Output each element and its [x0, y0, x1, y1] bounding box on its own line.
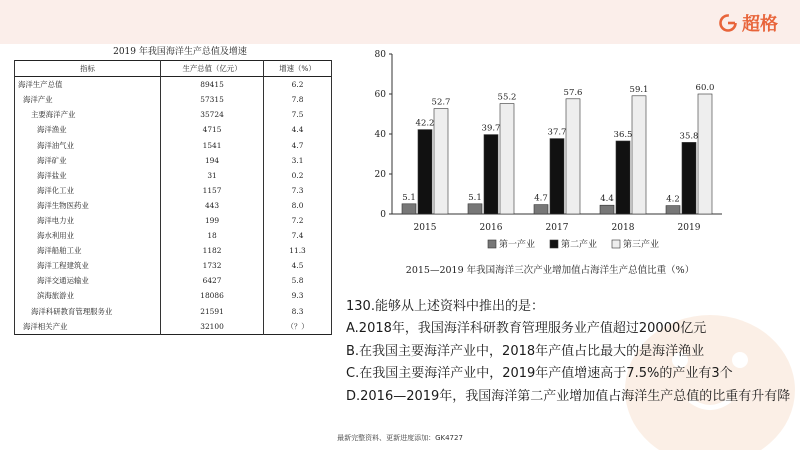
table-row	[15, 122, 332, 137]
option-c[interactable]: C.在我国主要海洋产业中，2019年产值增速高于7.5%的产业有3个	[346, 366, 733, 382]
row-indicator: 海洋化工业	[15, 183, 161, 198]
bar-series-1	[534, 205, 548, 214]
legend-label: 第三产业	[623, 240, 660, 250]
row-indicator: 海洋生产总值	[15, 77, 161, 93]
row-value: 57315	[161, 92, 264, 107]
bar-value-label: 5.1	[402, 192, 416, 203]
x-tick-label: 2015	[413, 223, 437, 233]
row-growth: （？）	[264, 319, 332, 335]
industry-share-chart	[360, 44, 740, 284]
table-row	[15, 228, 332, 243]
question-stem: 130.能够从上述资料中推出的是：	[346, 299, 544, 314]
bar-series-2	[616, 141, 630, 214]
table-row	[15, 183, 332, 198]
row-value: 21591	[161, 304, 264, 319]
bar-series-3	[500, 104, 514, 214]
table-row	[15, 273, 332, 288]
row-growth: 5.8	[264, 273, 332, 288]
row-indicator: 海洋工程建筑业	[15, 258, 161, 273]
x-tick-label: 2018	[611, 223, 635, 233]
bar-series-3	[566, 99, 580, 214]
table-row	[15, 92, 332, 107]
bar-series-2	[550, 139, 564, 214]
y-tick-label: 0	[380, 210, 386, 220]
row-growth: 9.3	[264, 288, 332, 303]
row-indicator: 海洋相关产业	[15, 319, 161, 335]
table-body	[15, 77, 332, 335]
row-value: 443	[161, 198, 264, 213]
bar-value-label: 4.7	[534, 193, 548, 204]
row-indicator: 海洋科研教育管理服务业	[15, 304, 161, 319]
row-value: 31	[161, 168, 264, 183]
row-indicator: 海洋电力业	[15, 213, 161, 228]
row-indicator: 海洋盐业	[15, 168, 161, 183]
legend-swatch	[488, 240, 496, 248]
row-indicator: 海洋船舶工业	[15, 243, 161, 258]
bar-series-2	[682, 142, 696, 214]
row-growth: 8.3	[264, 304, 332, 319]
y-tick-label: 80	[374, 50, 386, 60]
table-row	[15, 288, 332, 303]
brand-name: 超格	[742, 14, 778, 35]
table-row	[15, 77, 332, 93]
table-row	[15, 137, 332, 152]
table-row	[15, 198, 332, 213]
row-growth: 7.2	[264, 213, 332, 228]
bar-value-label: 42.2	[415, 118, 435, 129]
bar-value-label: 59.1	[629, 84, 649, 95]
question-block	[346, 296, 790, 408]
row-value: 1541	[161, 137, 264, 152]
bar-value-label: 60.0	[695, 83, 715, 93]
row-indicator: 海洋生物医药业	[15, 198, 161, 213]
bar-series-2	[484, 135, 498, 214]
x-tick-label: 2017	[545, 223, 569, 233]
table-row	[15, 258, 332, 273]
table-row	[15, 213, 332, 228]
table-row	[15, 319, 332, 335]
option-a[interactable]: A.2018年，我国海洋科研教育管理服务业产值超过20000亿元	[346, 321, 707, 337]
row-indicator: 海洋渔业	[15, 122, 161, 137]
bar-value-label: 57.6	[563, 87, 583, 98]
bar-value-label: 35.8	[679, 131, 699, 142]
row-growth: 7.5	[264, 107, 332, 122]
bar-series-3	[632, 96, 646, 214]
y-tick-label: 60	[374, 90, 386, 100]
table-row	[15, 107, 332, 122]
brand-logo	[718, 10, 778, 36]
legend-label: 第一产业	[499, 240, 536, 250]
header-growth: 增速（%）	[264, 61, 332, 77]
row-value: 18	[161, 228, 264, 243]
bar-series-1	[600, 205, 614, 214]
x-tick-label: 2019	[677, 223, 701, 233]
table-row	[15, 153, 332, 168]
row-growth: 4.4	[264, 122, 332, 137]
row-growth: 7.8	[264, 92, 332, 107]
row-growth: 0.2	[264, 168, 332, 183]
top-bar	[0, 0, 800, 44]
header-value: 生产总值（亿元）	[161, 61, 264, 77]
header-indicator: 指标	[15, 61, 161, 77]
row-growth: 7.3	[264, 183, 332, 198]
row-indicator: 海洋油气业	[15, 137, 161, 152]
footer-note: 最新完整资料、更新进度添加：GK4727	[337, 434, 463, 442]
row-growth: 8.0	[264, 198, 332, 213]
row-value: 1732	[161, 258, 264, 273]
bar-value-label: 36.5	[613, 130, 633, 140]
option-b[interactable]: B.在我国主要海洋产业中，2018年产值占比最大的是海洋渔业	[346, 343, 705, 359]
table-row	[15, 168, 332, 183]
bar-series-2	[418, 130, 432, 214]
legend-label: 第二产业	[561, 240, 598, 250]
marine-gdp-table	[14, 60, 332, 335]
row-value: 89415	[161, 77, 264, 93]
legend-swatch	[612, 240, 620, 248]
option-d[interactable]: D.2016—2019年，我国海洋第二产业增加值占海洋生产总值的比重有升有降	[346, 388, 791, 404]
row-indicator: 滨海旅游业	[15, 288, 161, 303]
row-value: 6427	[161, 273, 264, 288]
row-indicator: 海洋交通运输业	[15, 273, 161, 288]
legend-swatch	[550, 240, 558, 248]
row-growth: 4.5	[264, 258, 332, 273]
bar-value-label: 4.4	[600, 194, 614, 205]
y-tick-label: 20	[374, 170, 386, 180]
bar-series-1	[468, 204, 482, 214]
row-value: 35724	[161, 107, 264, 122]
bar-value-label: 55.2	[497, 92, 517, 103]
row-indicator: 海水利用业	[15, 228, 161, 243]
table-row	[15, 243, 332, 258]
bar-series-1	[402, 204, 416, 214]
bar-series-1	[666, 206, 680, 214]
row-growth: 11.3	[264, 243, 332, 258]
row-value: 199	[161, 213, 264, 228]
row-value: 32100	[161, 319, 264, 335]
row-growth: 4.7	[264, 137, 332, 152]
row-value: 194	[161, 153, 264, 168]
row-value: 4715	[161, 122, 264, 137]
y-tick-label: 40	[374, 130, 386, 140]
row-growth: 7.4	[264, 228, 332, 243]
table-title: 2019 年我国海洋生产总值及增速	[113, 47, 247, 57]
row-growth: 6.2	[264, 77, 332, 93]
bar-value-label: 52.7	[431, 97, 451, 108]
bar-value-label: 4.2	[666, 194, 680, 205]
bar-value-label: 39.7	[481, 123, 501, 134]
row-growth: 3.1	[264, 153, 332, 168]
bar-series-3	[434, 109, 448, 214]
bar-series-3	[698, 94, 712, 214]
chart-legend	[488, 238, 659, 250]
bar-value-label: 37.7	[547, 127, 567, 138]
table-row	[15, 304, 332, 319]
x-tick-label: 2016	[479, 223, 503, 233]
brand-c-icon	[718, 13, 738, 33]
row-value: 1182	[161, 243, 264, 258]
row-indicator: 海洋产业	[15, 92, 161, 107]
row-indicator: 主要海洋产业	[15, 107, 161, 122]
bar-value-label: 5.1	[468, 192, 482, 203]
row-value: 1157	[161, 183, 264, 198]
table-header-row	[15, 61, 332, 77]
row-value: 18086	[161, 288, 264, 303]
row-indicator: 海洋矿业	[15, 153, 161, 168]
chart-bars	[402, 83, 714, 214]
chart-title: 2015—2019 年我国海洋三次产业增加值占海洋生产总值比重（%）	[405, 265, 695, 276]
